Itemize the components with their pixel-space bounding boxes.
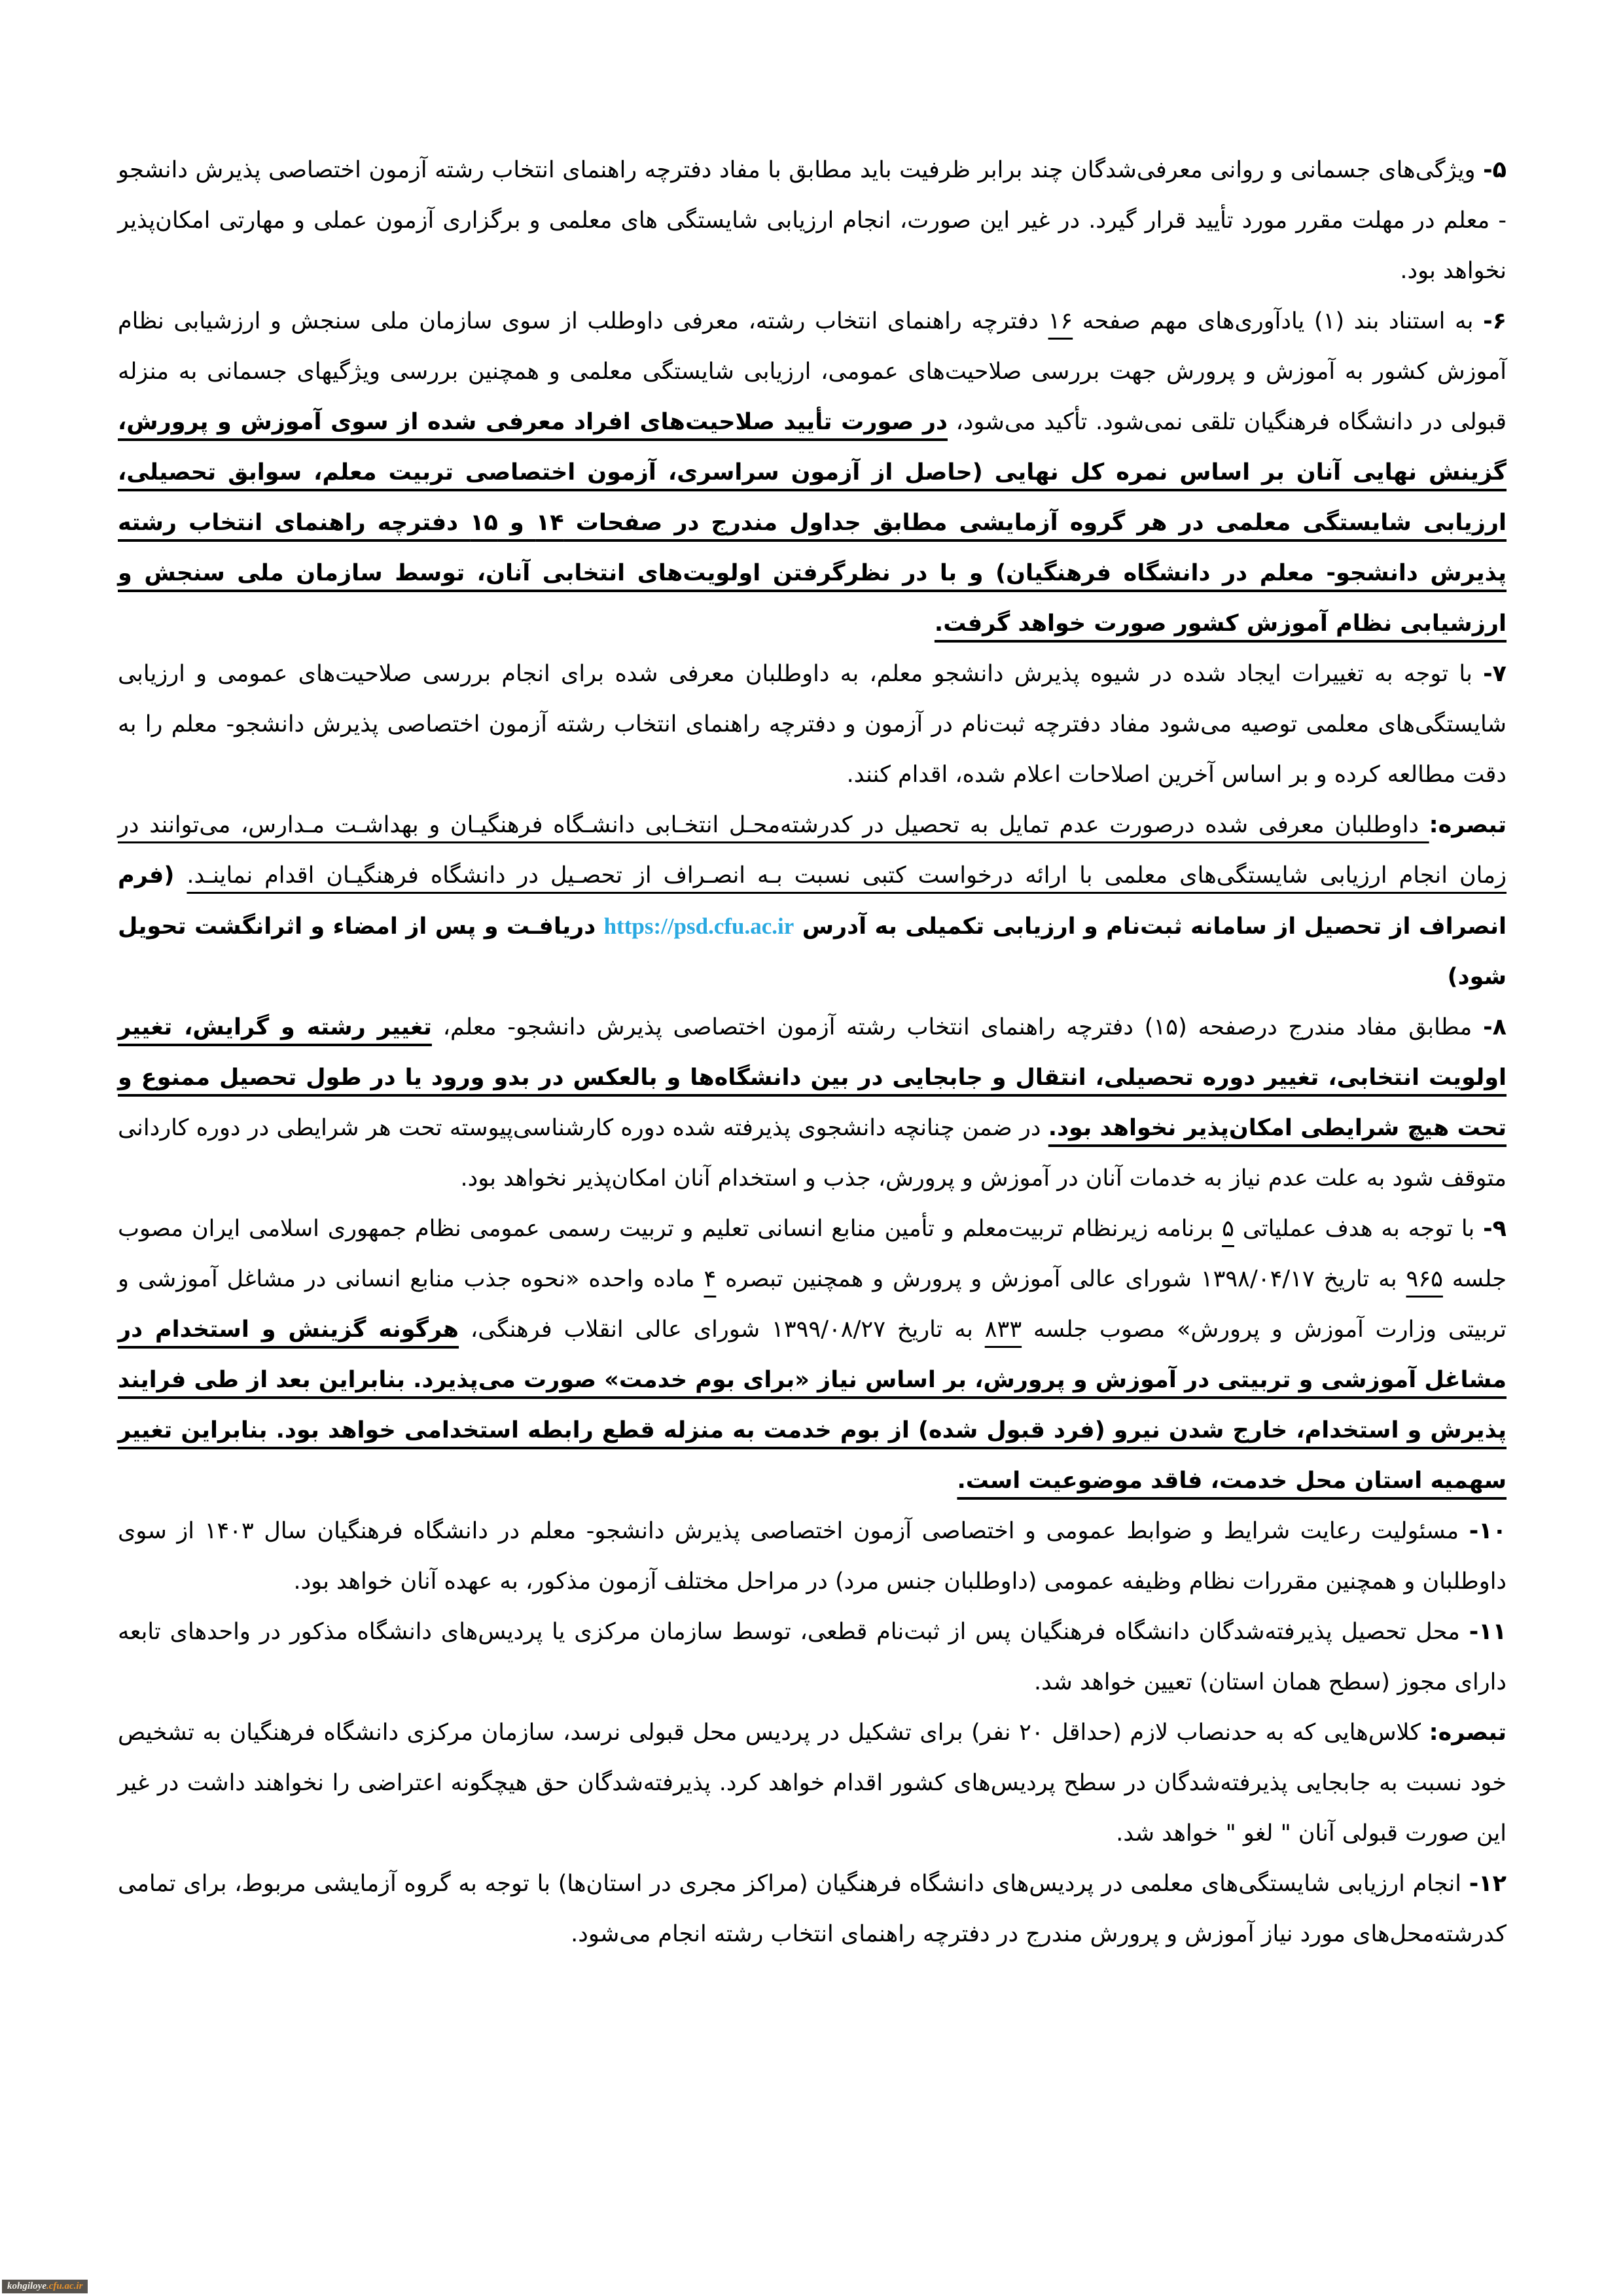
- note-1-text: دریافـت و پس از امضاء و اثرانگشت تحویل شود): [118, 913, 1507, 990]
- note-1-text: تبصره:: [1429, 812, 1507, 838]
- watermark-domain-label: .cfu.ac.ir: [46, 2281, 83, 2291]
- paragraph-item-8: [118, 1002, 1507, 1204]
- note-2-text: کلاس‌هایی که به حدنصاب لازم (حداقل ۲۰ نفر) برای تشکیل در پردیس محل قبولی نرسد، سازمان مرکزی دانشگاه فرهنگیان به تشخیص خود نسبت به جابجایی پذیرفته‌شدگان در سطح پردیس‌های کشور اقدام خواهد کرد. پذیرفته‌شدگان حق هیچگونه اعتراضی را نخواهند داشت در غیر این صورت قبولی آنان " لغو " خواهد شد.: [118, 1720, 1507, 1846]
- item-10-text: مسئولیت رعایت شرایط و ضوابط عمومی و اختصاصی آزمون اختصاصی پذیرش دانشجو- معلم در دانشگاه فرهنگیان سال ۱۴۰۳ از سوی داوطلبان و همچنین مقررات نظام وظیفه عمومی (داوطلبان جنس مرد) در مراحل مختلف آزمون مذکور، به عهده آنان خواهد بود.: [118, 1518, 1507, 1595]
- paragraph-note-1: [118, 800, 1507, 1002]
- paragraph-item-12: [118, 1859, 1507, 1960]
- note-2-text: تبصره:: [1429, 1720, 1507, 1746]
- watermark-site-label: kohgiloye: [7, 2281, 46, 2291]
- item-7-text: با توجه به تغییرات ایجاد شده در شیوه پذیرش دانشجو معلم، به داوطلبان معرفی شده برای انجام بررسی صلاحیت‌های عمومی و ارزیابی شایستگی‌های معلمی توصیه می‌شود مفاد دفترچه ثبت‌نام در آزمون و دفترچه راهنمای انتخاب رشته آزمون اختصاصی پذیرش دانشجو- معلم را به دقت مطالعه کرده و بر اساس آخرین اصلاحات اعلام شده، اقدام کنند.: [118, 661, 1507, 788]
- paragraph-item-6: [118, 296, 1507, 649]
- item-6-text: در صورت تأیید صلاحیت‌های افراد معرفی شده از سوی آموزش و پرورش، گزینش نهایی آنان بر اساس نمره کل نهایی (حاصل از آزمون سراسری، آزمون اختصاصی تربیت معلم، سوابق تحصیلی، ارزیابی شایستگی معلمی در هر گروه آزمایشی مطابق جداول مندرج در صفحات ۱۴ و ۱۵ دفترچه راهنمای انتخاب رشته پذیرش دانشجو- معلم در دانشگاه فرهنگیان) و با در نظرگرفتن اولویت‌های انتخابی آنان، توسط سازمان ملی سنجش و ارزشیابی نظام آموزش کشور صورت خواهد گرفت.: [118, 409, 1507, 637]
- item-5-text: ویژگی‌های جسمانی و روانی معرفی‌شدگان چند برابر ظرفیت باید مطابق با مفاد دفترچه راهنمای انتخاب رشته آزمون اختصاصی پذیرش دانشجو - معلم در مهلت مقرر مورد تأیید قرار گیرد. در غیر این صورت، انجام ارزیابی شایستگی های معلمی و برگزاری آزمون عملی و مهارتی امکان‌پذیر نخواهد بود.: [118, 157, 1507, 284]
- item-9-text: ۹۶۵: [1406, 1266, 1443, 1292]
- item-5-text: ۵-: [1483, 157, 1507, 183]
- document-body: [118, 145, 1507, 1960]
- paragraph-item-10: [118, 1506, 1507, 1607]
- psd-registration-link[interactable]: https://psd.cfu.ac.ir: [603, 913, 794, 939]
- item-11-text: ۱۱-: [1469, 1619, 1507, 1645]
- item-9-text: به تاریخ ۱۳۹۸/۰۴/۱۷ شورای عالی آموزش و پرورش و همچنین تبصره: [716, 1266, 1406, 1292]
- paragraph-item-5: [118, 145, 1507, 296]
- paragraph-item-9: [118, 1204, 1507, 1506]
- note-1-text: داوطلبان معرفی شده درصورت عدم تمایل به تحصیل در کدرشته‌محـل انتخـابی دانشـگاه فرهنگیـان و بهداشـت مـدارس، می‌توانند در زمان انجام ارزیابی شایستگی‌های معلمی با ارائه درخواست کتبی نسبت بـه انصـراف از تحصـیل در دانشگاه فرهنگیـان اقدام نماینـد.: [118, 812, 1507, 889]
- item-6-text: به استناد بند (۱) یادآوری‌های مهم صفحه: [1073, 308, 1484, 334]
- item-8-text: تغییر رشته و گرایش، تغییر اولویت انتخابی، تغییر دوره تحصیلی، انتقال و جابجایی در بین دانشگاه‌ها و بالعکس در بدو ورود یا در طول تحصیل ممنوع و تحت هیچ شرایطی امکان‌پذیر نخواهد بود.: [118, 1014, 1507, 1141]
- paragraph-item-11: [118, 1607, 1507, 1708]
- item-11-text: محل تحصیل پذیرفته‌شدگان دانشگاه فرهنگیان پس از ثبت‌نام قطعی، توسط سازمان مرکزی یا پردیس‌های دانشگاه مذکور در واحدهای تابعه دارای مجوز (سطح همان استان) تعیین خواهد شد.: [118, 1619, 1507, 1695]
- item-6-text: ۶-: [1483, 308, 1507, 334]
- item-9-text: ۸۳۳: [984, 1316, 1022, 1343]
- paragraph-note-2: [118, 1708, 1507, 1859]
- item-12-text: انجام ارزیابی شایستگی‌های معلمی در پردیس‌های دانشگاه فرهنگیان (مراکز مجری در استان‌ها) با توجه به گروه آزمایشی مربوط، برای تمامی کدرشته‌محل‌های مورد نیاز آموزش و پرورش مندرج در دفترچه راهنمای انتخاب رشته انجام می‌شود.: [118, 1871, 1507, 1947]
- watermark: [2, 2280, 88, 2293]
- item-9-text: ۹-: [1483, 1216, 1507, 1242]
- item-12-text: ۱۲-: [1469, 1871, 1507, 1897]
- item-6-text: ۱۶: [1048, 308, 1073, 334]
- item-9-text: با توجه به هدف عملیاتی: [1234, 1216, 1484, 1242]
- item-9-text: هرگونه گزینش و استخدام در مشاغل آموزشی و تربیتی در آموزش و پرورش، بر اساس نیاز «برای بوم خدمت» صورت می‌پذیرد. بنابراین بعد از طی فرایند پذیرش و استخدام، خارج شدن نیرو (فرد قبول شده) از بوم خدمت به منزله قطع رابطه استخدامی خواهد بود. بنابراین تغییر سهمیه استان محل خدمت، فاقد موضوعیت است.: [118, 1316, 1507, 1494]
- item-10-text: ۱۰-: [1469, 1518, 1507, 1544]
- note-1-text: (فرم انصراف از تحصیل از سامانه ثبت‌نام و ارزیابی تکمیلی به آدرس: [118, 862, 1507, 940]
- item-8-text: مطابق مفاد مندرج درصفحه (۱۵) دفترچه راهنمای انتخاب رشته آزمون اختصاصی پذیرش دانشجو- معلم،: [431, 1014, 1484, 1040]
- item-8-text: در ضمن چنانچه دانشجوی پذیرفته شده دوره کارشناسی‌پیوسته تحت هر شرایطی در دوره کاردانی متوقف شود به علت عدم نیاز به خدمات آنان در آموزش و پرورش، جذب و استخدام آنان امکان‌پذیر نخواهد بود.: [118, 1115, 1507, 1192]
- item-9-text: برنامه زیرنظام تربیت‌معلم و تأمین منابع انسانی تعلیم و تربیت رسمی عمومی نظام جمهوری اسلامی ایران مصوب جلسه: [118, 1216, 1507, 1292]
- item-8-text: ۸-: [1483, 1014, 1507, 1040]
- paragraph-item-7: [118, 649, 1507, 800]
- item-9-text: ماده واحده «نحوه جذب منابع انسانی در مشاغل آموزشی و تربیتی وزارت آموزش و پرورش» مصوب جلسه: [118, 1266, 1507, 1343]
- item-9-text: به تاریخ ۱۳۹۹/۰۸/۲۷ شورای عالی انقلاب فرهنگی،: [459, 1316, 985, 1343]
- item-9-text: ۴: [704, 1266, 717, 1292]
- item-6-text: دفترچه راهنمای انتخاب رشته، معرفی داوطلب از سوی سازمان ملی سنجش و ارزشیابی نظام آموزش کشور به آموزش و پرورش جهت بررسی صلاحیت‌های عمومی، ارزیابی شایستگی معلمی و همچنین بررسی ویژگیهای جسمانی به منزله قبولی در دانشگاه فرهنگیان تلقی نمی‌شود. تأکید می‌شود،: [118, 308, 1507, 435]
- item-7-text: ۷-: [1483, 661, 1507, 687]
- item-9-text: ۵: [1222, 1216, 1234, 1242]
